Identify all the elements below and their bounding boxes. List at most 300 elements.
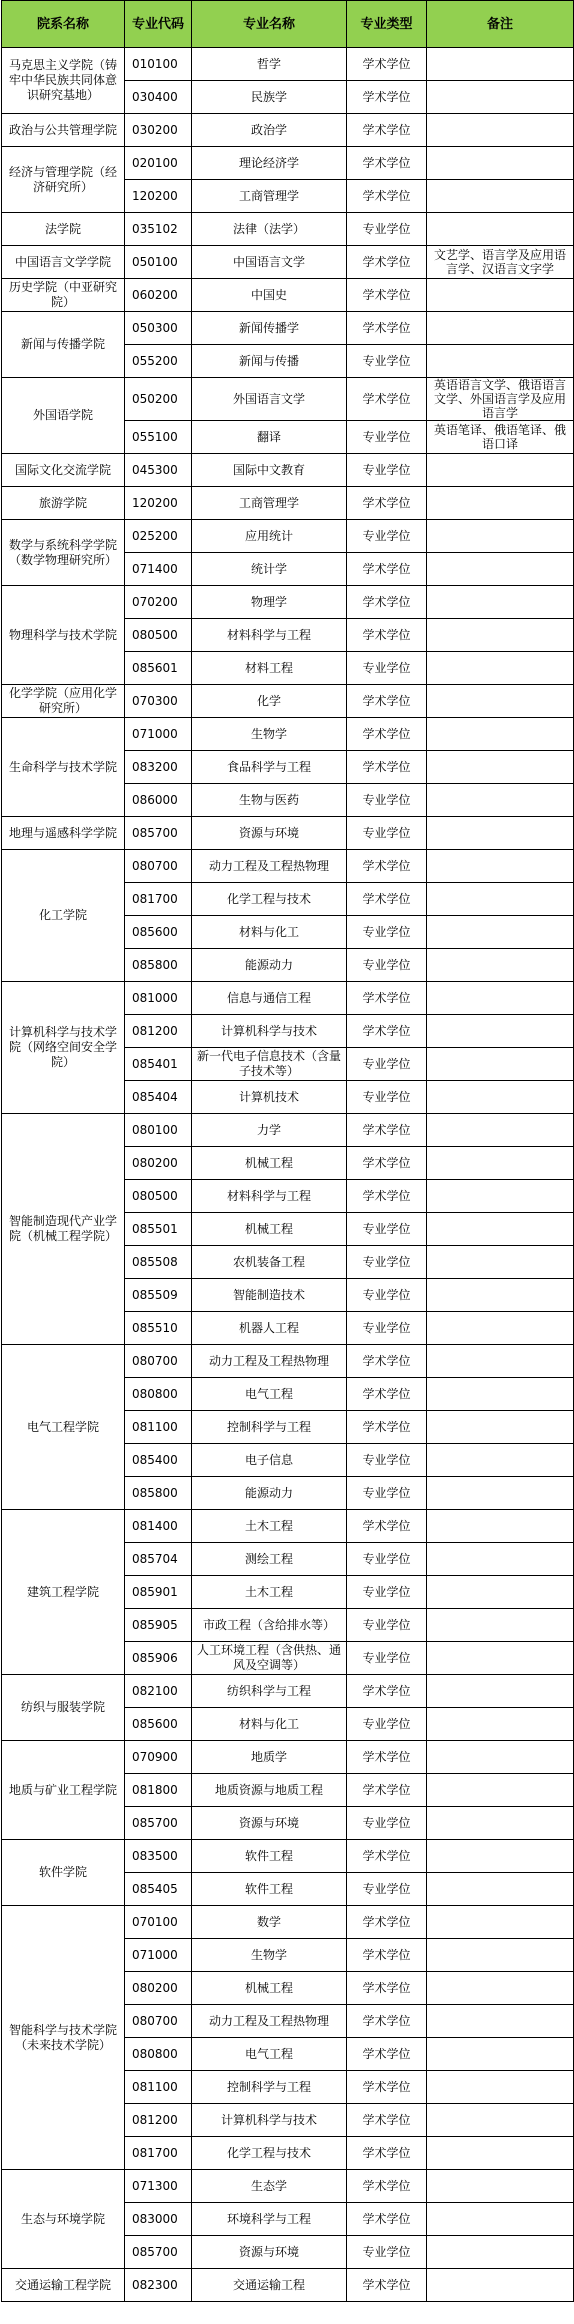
table-row	[2, 312, 574, 345]
major-code: 085600	[125, 916, 192, 949]
major-name: 数学	[192, 1906, 347, 1939]
remark	[427, 2104, 574, 2137]
degree-type: 学术学位	[347, 2038, 427, 2071]
major-name: 电气工程	[192, 1378, 347, 1411]
remark	[427, 2236, 574, 2269]
remark	[427, 1477, 574, 1510]
major-name: 动力工程及工程热物理	[192, 2005, 347, 2038]
table-row	[2, 850, 574, 883]
college-name: 纺织与服装学院	[2, 1675, 125, 1741]
remark	[427, 883, 574, 916]
major-code: 070100	[125, 1906, 192, 1939]
major-name: 食品科学与工程	[192, 751, 347, 784]
major-code: 055100	[125, 421, 192, 454]
college-name: 新闻与传播学院	[2, 312, 125, 378]
major-name: 地质学	[192, 1741, 347, 1774]
major-name: 化学工程与技术	[192, 2137, 347, 2170]
major-code: 081100	[125, 2071, 192, 2104]
major-code: 082300	[125, 2269, 192, 2302]
degree-type: 专业学位	[347, 1708, 427, 1741]
remark	[427, 1147, 574, 1180]
remark	[427, 1246, 574, 1279]
remark	[427, 586, 574, 619]
major-name: 智能制造技术	[192, 1279, 347, 1312]
major-code: 071300	[125, 2170, 192, 2203]
degree-type: 学术学位	[347, 2005, 427, 2038]
college-name: 生命科学与技术学院	[2, 718, 125, 817]
major-code: 085700	[125, 1807, 192, 1840]
major-code: 081400	[125, 1510, 192, 1543]
table-row	[2, 246, 574, 279]
major-code: 050300	[125, 312, 192, 345]
major-code: 081100	[125, 1411, 192, 1444]
header-college: 院系名称	[2, 1, 125, 48]
degree-type: 学术学位	[347, 279, 427, 312]
major-code: 050100	[125, 246, 192, 279]
remark	[427, 454, 574, 487]
major-code: 085405	[125, 1873, 192, 1906]
major-name: 市政工程（含给排水等）	[192, 1609, 347, 1642]
college-name: 地理与遥感科学学院	[2, 817, 125, 850]
college-name: 交通运输工程学院	[2, 2269, 125, 2302]
major-name: 计算机科学与技术	[192, 1015, 347, 1048]
major-code: 120200	[125, 487, 192, 520]
degree-type: 专业学位	[347, 1246, 427, 1279]
college-name: 建筑工程学院	[2, 1510, 125, 1675]
major-name: 中国语言文学	[192, 246, 347, 279]
degree-type: 专业学位	[347, 1642, 427, 1675]
major-name: 交通运输工程	[192, 2269, 347, 2302]
major-name: 软件工程	[192, 1840, 347, 1873]
remark	[427, 279, 574, 312]
remark	[427, 1576, 574, 1609]
college-name: 历史学院（中亚研究院）	[2, 279, 125, 312]
major-name: 化学工程与技术	[192, 883, 347, 916]
table-row	[2, 1345, 574, 1378]
table-row	[2, 520, 574, 553]
major-code: 080700	[125, 1345, 192, 1378]
major-code: 081700	[125, 883, 192, 916]
table-row	[2, 1510, 574, 1543]
remark	[427, 652, 574, 685]
major-code: 083000	[125, 2203, 192, 2236]
major-code: 085510	[125, 1312, 192, 1345]
major-name: 动力工程及工程热物理	[192, 850, 347, 883]
table-row	[2, 279, 574, 312]
college-name: 化工学院	[2, 850, 125, 982]
remark: 英语笔译、俄语笔译、俄语口译	[427, 421, 574, 454]
major-code: 071400	[125, 553, 192, 586]
degree-type: 专业学位	[347, 817, 427, 850]
remark	[427, 2170, 574, 2203]
header-code: 专业代码	[125, 1, 192, 48]
remark	[427, 312, 574, 345]
table-row	[2, 114, 574, 147]
remark	[427, 1840, 574, 1873]
major-code: 081800	[125, 1774, 192, 1807]
major-name: 机械工程	[192, 1972, 347, 2005]
table-row	[2, 586, 574, 619]
major-name: 土木工程	[192, 1576, 347, 1609]
college-name: 法学院	[2, 213, 125, 246]
remark	[427, 1906, 574, 1939]
degree-type: 学术学位	[347, 850, 427, 883]
remark	[427, 1774, 574, 1807]
major-name: 材料工程	[192, 652, 347, 685]
degree-type: 专业学位	[347, 1543, 427, 1576]
remark	[427, 1972, 574, 2005]
college-name: 智能科学与技术学院（未来技术学院）	[2, 1906, 125, 2170]
remark	[427, 1444, 574, 1477]
degree-type: 专业学位	[347, 1609, 427, 1642]
major-code: 085700	[125, 817, 192, 850]
major-name: 生物学	[192, 1939, 347, 1972]
major-name: 能源动力	[192, 1477, 347, 1510]
degree-type: 专业学位	[347, 784, 427, 817]
table-row	[2, 718, 574, 751]
remark	[427, 147, 574, 180]
major-code: 085601	[125, 652, 192, 685]
major-code: 080200	[125, 1972, 192, 2005]
header-major: 专业名称	[192, 1, 347, 48]
table-row	[2, 454, 574, 487]
major-name: 农机装备工程	[192, 1246, 347, 1279]
college-name: 国际文化交流学院	[2, 454, 125, 487]
major-name: 材料与化工	[192, 1708, 347, 1741]
degree-type: 专业学位	[347, 520, 427, 553]
header-row	[2, 1, 574, 48]
major-name: 计算机科学与技术	[192, 2104, 347, 2137]
remark	[427, 949, 574, 982]
major-name: 材料科学与工程	[192, 1180, 347, 1213]
degree-type: 专业学位	[347, 1807, 427, 1840]
major-code: 080700	[125, 2005, 192, 2038]
table-row	[2, 1675, 574, 1708]
remark	[427, 2203, 574, 2236]
major-code: 086000	[125, 784, 192, 817]
remark	[427, 751, 574, 784]
degree-type: 学术学位	[347, 1906, 427, 1939]
remark	[427, 213, 574, 246]
college-name: 物理科学与技术学院	[2, 586, 125, 685]
major-name: 资源与环境	[192, 817, 347, 850]
college-name: 中国语言文学学院	[2, 246, 125, 279]
remark	[427, 1741, 574, 1774]
major-name: 生物学	[192, 718, 347, 751]
major-code: 030400	[125, 81, 192, 114]
major-name: 信息与通信工程	[192, 982, 347, 1015]
college-name: 智能制造现代产业学院（机械工程学院）	[2, 1114, 125, 1345]
major-name: 工商管理学	[192, 180, 347, 213]
degree-type: 学术学位	[347, 2203, 427, 2236]
degree-type: 学术学位	[347, 1741, 427, 1774]
major-code: 085600	[125, 1708, 192, 1741]
major-code: 085508	[125, 1246, 192, 1279]
major-name: 材料与化工	[192, 916, 347, 949]
major-name: 机械工程	[192, 1213, 347, 1246]
degree-type: 学术学位	[347, 312, 427, 345]
table-row	[2, 1840, 574, 1873]
major-name: 力学	[192, 1114, 347, 1147]
remark	[427, 817, 574, 850]
degree-type: 学术学位	[347, 883, 427, 916]
degree-type: 学术学位	[347, 685, 427, 718]
degree-type: 学术学位	[347, 1774, 427, 1807]
major-code: 085901	[125, 1576, 192, 1609]
degree-type: 学术学位	[347, 81, 427, 114]
degree-type: 学术学位	[347, 1378, 427, 1411]
major-code: 020100	[125, 147, 192, 180]
major-code: 081200	[125, 1015, 192, 1048]
degree-type: 学术学位	[347, 114, 427, 147]
college-name: 数学与系统科学学院（数学物理研究所）	[2, 520, 125, 586]
degree-type: 专业学位	[347, 1312, 427, 1345]
remark	[427, 487, 574, 520]
remark	[427, 1378, 574, 1411]
major-code: 085700	[125, 2236, 192, 2269]
degree-type: 学术学位	[347, 2071, 427, 2104]
major-name: 新一代电子信息技术（含量子技术等）	[192, 1048, 347, 1081]
major-name: 资源与环境	[192, 2236, 347, 2269]
major-code: 080800	[125, 1378, 192, 1411]
major-name: 生物与医药	[192, 784, 347, 817]
degree-type: 学术学位	[347, 1675, 427, 1708]
degree-type: 学术学位	[347, 48, 427, 81]
programs-table	[1, 0, 574, 2302]
college-name: 经济与管理学院（经济研究所）	[2, 147, 125, 213]
degree-type: 学术学位	[347, 586, 427, 619]
major-code: 081200	[125, 2104, 192, 2137]
degree-type: 学术学位	[347, 1510, 427, 1543]
major-name: 应用统计	[192, 520, 347, 553]
major-name: 民族学	[192, 81, 347, 114]
major-name: 新闻与传播	[192, 345, 347, 378]
table-row	[2, 982, 574, 1015]
degree-type: 学术学位	[347, 1411, 427, 1444]
remark	[427, 1213, 574, 1246]
degree-type: 专业学位	[347, 345, 427, 378]
remark	[427, 1807, 574, 1840]
major-code: 070300	[125, 685, 192, 718]
remark	[427, 48, 574, 81]
major-code: 083200	[125, 751, 192, 784]
major-name: 资源与环境	[192, 1807, 347, 1840]
major-name: 理论经济学	[192, 147, 347, 180]
major-code: 085404	[125, 1081, 192, 1114]
major-name: 地质资源与地质工程	[192, 1774, 347, 1807]
table-row	[2, 487, 574, 520]
table-row	[2, 685, 574, 718]
major-code: 085401	[125, 1048, 192, 1081]
major-code: 025200	[125, 520, 192, 553]
degree-type: 专业学位	[347, 213, 427, 246]
degree-type: 专业学位	[347, 1279, 427, 1312]
major-name: 化学	[192, 685, 347, 718]
remark	[427, 2005, 574, 2038]
major-code: 080500	[125, 619, 192, 652]
major-name: 控制科学与工程	[192, 2071, 347, 2104]
remark	[427, 180, 574, 213]
major-code: 085800	[125, 1477, 192, 1510]
remark	[427, 850, 574, 883]
major-name: 翻译	[192, 421, 347, 454]
degree-type: 专业学位	[347, 1048, 427, 1081]
remark	[427, 1279, 574, 1312]
major-name: 人工环境工程（含供热、通风及空调等）	[192, 1642, 347, 1675]
remark	[427, 784, 574, 817]
degree-type: 学术学位	[347, 553, 427, 586]
major-code: 120200	[125, 180, 192, 213]
remark	[427, 1642, 574, 1675]
degree-type: 学术学位	[347, 2170, 427, 2203]
table-row	[2, 147, 574, 180]
major-name: 材料科学与工程	[192, 619, 347, 652]
major-code: 085800	[125, 949, 192, 982]
degree-type: 专业学位	[347, 1444, 427, 1477]
degree-type: 学术学位	[347, 2104, 427, 2137]
degree-type: 学术学位	[347, 246, 427, 279]
remark	[427, 1048, 574, 1081]
major-code: 055200	[125, 345, 192, 378]
degree-type: 学术学位	[347, 147, 427, 180]
major-code: 080100	[125, 1114, 192, 1147]
major-code: 085509	[125, 1279, 192, 1312]
degree-type: 学术学位	[347, 1840, 427, 1873]
major-name: 纺织科学与工程	[192, 1675, 347, 1708]
major-name: 机械工程	[192, 1147, 347, 1180]
remark	[427, 81, 574, 114]
remark	[427, 1675, 574, 1708]
major-code: 085905	[125, 1609, 192, 1642]
major-name: 电子信息	[192, 1444, 347, 1477]
major-code: 035102	[125, 213, 192, 246]
major-name: 控制科学与工程	[192, 1411, 347, 1444]
remark	[427, 1873, 574, 1906]
major-name: 环境科学与工程	[192, 2203, 347, 2236]
degree-type: 学术学位	[347, 1180, 427, 1213]
table-body	[2, 48, 574, 2302]
major-code: 070200	[125, 586, 192, 619]
degree-type: 专业学位	[347, 1576, 427, 1609]
remark	[427, 1543, 574, 1576]
header-note: 备注	[427, 1, 574, 48]
college-name: 旅游学院	[2, 487, 125, 520]
major-code: 071000	[125, 718, 192, 751]
table-row	[2, 817, 574, 850]
major-name: 软件工程	[192, 1873, 347, 1906]
remark	[427, 2071, 574, 2104]
degree-type: 专业学位	[347, 652, 427, 685]
major-name: 能源动力	[192, 949, 347, 982]
major-code: 010100	[125, 48, 192, 81]
major-code: 050200	[125, 378, 192, 421]
major-name: 外国语言文学	[192, 378, 347, 421]
remark	[427, 1081, 574, 1114]
degree-type: 专业学位	[347, 2236, 427, 2269]
major-code: 085704	[125, 1543, 192, 1576]
degree-type: 专业学位	[347, 916, 427, 949]
major-name: 工商管理学	[192, 487, 347, 520]
remark	[427, 916, 574, 949]
major-name: 法律（法学）	[192, 213, 347, 246]
major-name: 统计学	[192, 553, 347, 586]
degree-type: 学术学位	[347, 487, 427, 520]
major-name: 新闻传播学	[192, 312, 347, 345]
degree-type: 学术学位	[347, 1147, 427, 1180]
remark	[427, 1510, 574, 1543]
degree-type: 专业学位	[347, 1477, 427, 1510]
remark	[427, 520, 574, 553]
remark	[427, 2269, 574, 2302]
major-code: 030200	[125, 114, 192, 147]
major-name: 哲学	[192, 48, 347, 81]
degree-type: 学术学位	[347, 2269, 427, 2302]
remark	[427, 685, 574, 718]
degree-type: 学术学位	[347, 982, 427, 1015]
remark	[427, 1708, 574, 1741]
remark	[427, 2137, 574, 2170]
major-name: 机器人工程	[192, 1312, 347, 1345]
remark	[427, 1939, 574, 1972]
remark: 英语语言文学、俄语语言文学、外国语言学及应用语言学	[427, 378, 574, 421]
table-row	[2, 48, 574, 81]
table-row	[2, 378, 574, 421]
major-code: 080200	[125, 1147, 192, 1180]
remark	[427, 619, 574, 652]
major-name: 物理学	[192, 586, 347, 619]
remark	[427, 718, 574, 751]
remark	[427, 2038, 574, 2071]
degree-type: 专业学位	[347, 421, 427, 454]
degree-type: 专业学位	[347, 949, 427, 982]
degree-type: 学术学位	[347, 1114, 427, 1147]
major-code: 080500	[125, 1180, 192, 1213]
remark	[427, 345, 574, 378]
remark: 文艺学、语言学及应用语言学、汉语言文字学	[427, 246, 574, 279]
table-row	[2, 1906, 574, 1939]
major-code: 080800	[125, 2038, 192, 2071]
degree-type: 专业学位	[347, 454, 427, 487]
major-code: 071000	[125, 1939, 192, 1972]
major-code: 085400	[125, 1444, 192, 1477]
college-name: 政治与公共管理学院	[2, 114, 125, 147]
major-name: 政治学	[192, 114, 347, 147]
major-code: 080700	[125, 850, 192, 883]
remark	[427, 1345, 574, 1378]
header-type: 专业类型	[347, 1, 427, 48]
degree-type: 学术学位	[347, 619, 427, 652]
major-name: 国际中文教育	[192, 454, 347, 487]
college-name: 外国语学院	[2, 378, 125, 454]
table-row	[2, 213, 574, 246]
remark	[427, 1609, 574, 1642]
degree-type: 学术学位	[347, 751, 427, 784]
college-name: 化学学院（应用化学研究所）	[2, 685, 125, 718]
major-name: 计算机技术	[192, 1081, 347, 1114]
degree-type: 学术学位	[347, 2137, 427, 2170]
remark	[427, 1180, 574, 1213]
degree-type: 专业学位	[347, 1213, 427, 1246]
table-row	[2, 2269, 574, 2302]
major-name: 中国史	[192, 279, 347, 312]
degree-type: 学术学位	[347, 1939, 427, 1972]
remark	[427, 1312, 574, 1345]
college-name: 地质与矿业工程学院	[2, 1741, 125, 1840]
major-code: 085501	[125, 1213, 192, 1246]
table-row	[2, 1741, 574, 1774]
degree-type: 专业学位	[347, 1873, 427, 1906]
major-name: 土木工程	[192, 1510, 347, 1543]
